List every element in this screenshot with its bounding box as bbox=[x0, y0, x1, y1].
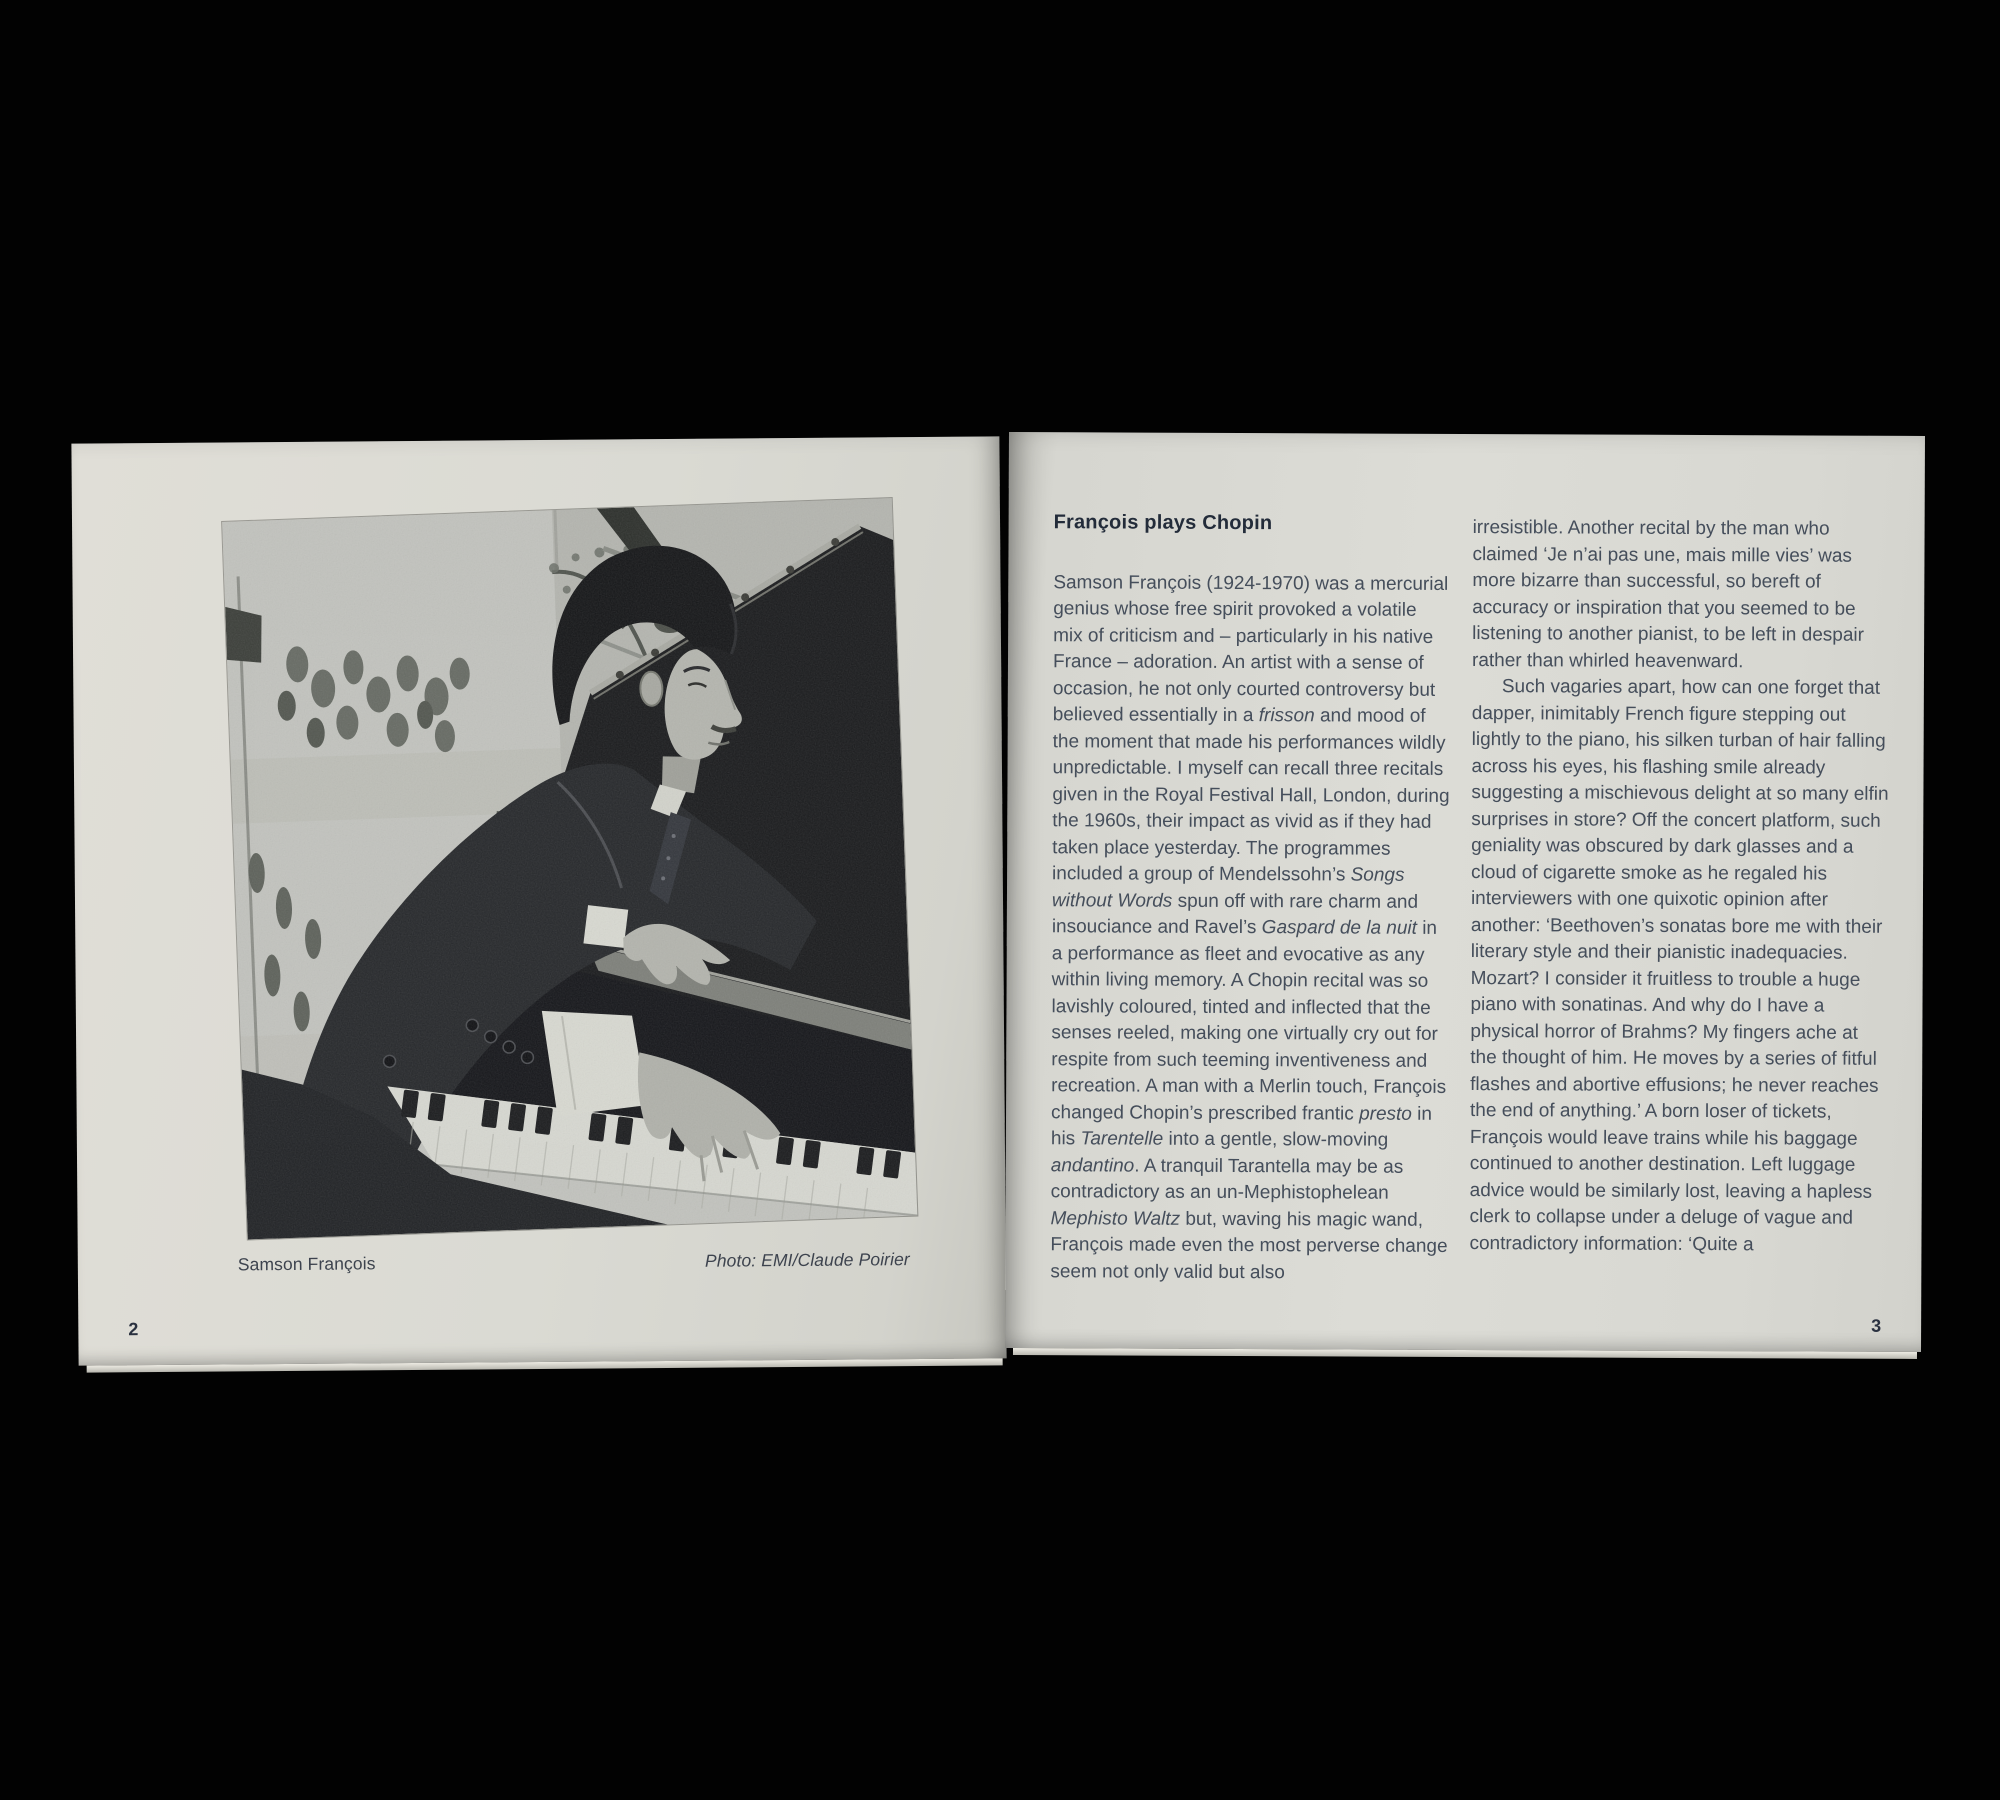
page-number-left: 2 bbox=[128, 1319, 139, 1340]
left-page bbox=[71, 436, 1006, 1365]
article-column2-paragraph1: irresistible. Another recital by the man who claimed ‘Je n’ai pas une, mais mille vies’ was more bizarre than successful, so bereft of accuracy or inspiration that you seemed to be listening to another pianist, to be left in despair rather than whirled heavenward. bbox=[1471, 517, 1865, 672]
page-stack-edge-left bbox=[87, 1358, 1003, 1372]
article-heading: François plays Chopin bbox=[1053, 511, 1273, 535]
right-page bbox=[1005, 432, 1925, 1352]
page-number-right: 3 bbox=[1871, 1315, 1882, 1336]
article-column-2 bbox=[1469, 515, 1890, 1259]
photo-caption-row bbox=[238, 1249, 910, 1275]
article-column-1 bbox=[1050, 509, 1451, 1287]
page-stack-edge-right bbox=[1013, 1348, 1917, 1359]
article-column2-paragraph2: Such vagaries apart, how can one forget that dapper, inimitably French figure stepping out lightly to the piano, his silken turban of hair falling across his eyes, his flashing smile already suggesting a mischievous delight at so many elfin surprises in store? Off the concert platform, such geniality was obscured by dark glasses and a cloud of cigarette smoke as he regaled his interviewers with one quixotic opinion after another: ‘Beethoven’s sonatas bore me with their literary style and their pianistic inadequacies. Mozart? I consider it fruitless to trouble a huge piano with sonatinas. And why do I have a physical horror of Brahms? My fingers ache at the thought of him. He moves by a series of fitful flashes and abortive effusions; he never reaches the end of anything.’ A born loser of tickets, François would leave trains while his baggage continued to another destination. Left luggage advice would be similarly lost, leaving a hapless clerk to collapse under a deluge of vague and contradictory information: ‘Quite a bbox=[1469, 676, 1889, 1255]
photo-credit: Photo: EMI/Claude Poirier bbox=[704, 1249, 910, 1271]
article-column1-text: Samson François (1924-1970) was a mercurial genius whose free spirit provoked a volatile mix of criticism and – particularly in his native France – adoration. An artist with a sense of occasion, he not only courted controversy but believed essentially in a frisson and mood of the moment that made his performances wildly unpredictable. I myself can recall three recitals given in the Royal Festival Hall, London, during the 1960s, their impact as vivid as if they had taken place yesterday. The programmes included a group of Mendelssohn’s Songs without Words spun off with rare charm and insouciance and Ravel’s Gaspard de la nuit in a performance as fleet and evocative as any within living memory. A Chopin recital was so lavishly coloured, tinted and inflected that the senses reeled, making one virtually cry out for respite from such teeming inventiveness and recreation. A man with a Merlin touch, François changed Chopin’s prescribed frantic presto in his Tarentelle into a gentle, slow-moving andantino. A tranquil Tarantella may be as contradictory as an un-Mephistophelean Mephisto Waltz but, waving his magic wand, François made even the most perverse change seem not only valid but also bbox=[1050, 571, 1450, 1283]
samson-francois-photo bbox=[222, 498, 917, 1240]
photo-grain bbox=[222, 498, 917, 1240]
photo-caption: Samson François bbox=[237, 1253, 376, 1275]
